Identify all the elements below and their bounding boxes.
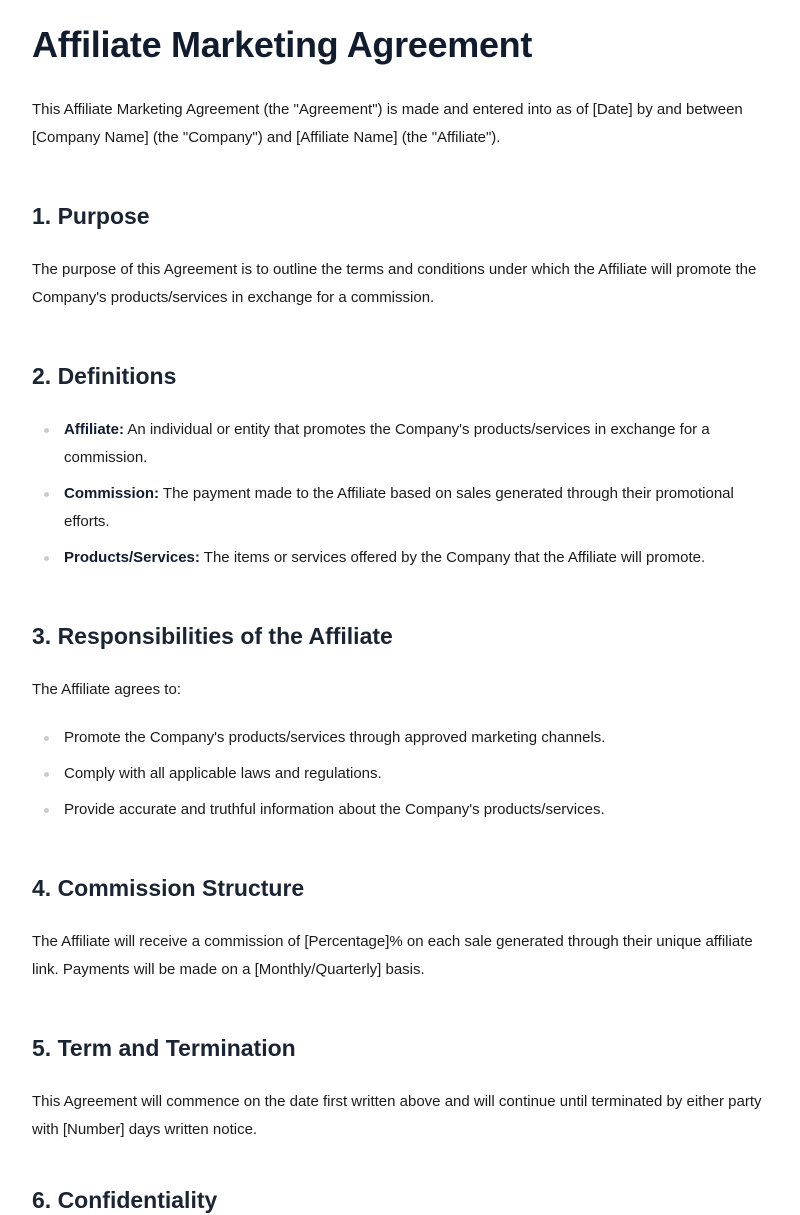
list-item bbox=[32, 724, 772, 752]
section-heading-commission: 4. Commission Structure bbox=[32, 875, 305, 901]
definition-term: Products/Services: bbox=[64, 549, 200, 566]
list-item bbox=[32, 796, 772, 824]
bullet-icon bbox=[44, 808, 49, 813]
definition-text: An individual or entity that promotes the Company's products/services in exchange for a commission. bbox=[64, 421, 710, 466]
bullet-icon bbox=[44, 772, 49, 777]
section-heading-purpose: 1. Purpose bbox=[32, 203, 150, 229]
bullet-icon bbox=[44, 492, 49, 497]
section-heading-confidentiality: 6. Confidentiality bbox=[32, 1187, 218, 1213]
bullet-icon bbox=[44, 556, 49, 561]
definition-item-products-services bbox=[32, 544, 772, 572]
section-heading-definitions: 2. Definitions bbox=[32, 363, 177, 389]
section-heading-term: 5. Term and Termination bbox=[32, 1035, 296, 1061]
definition-text: The items or services offered by the Company that the Affiliate will promote. bbox=[199, 549, 706, 566]
list-item-text: Promote the Company's products/services through approved marketing channels. bbox=[64, 729, 606, 746]
definition-text: The payment made to the Affiliate based on sales generated through their promotional efforts. bbox=[64, 485, 734, 530]
list-item-text: Provide accurate and truthful information about the Company's products/services. bbox=[64, 801, 605, 818]
definition-item-affiliate bbox=[32, 416, 772, 472]
responsibilities-list bbox=[32, 724, 772, 832]
section-heading-responsibilities: 3. Responsibilities of the Affiliate bbox=[32, 623, 393, 649]
definition-term: Commission: bbox=[64, 485, 160, 502]
bullet-icon bbox=[44, 428, 49, 433]
commission-paragraph: The Affiliate will receive a commission of [Percentage]% on each sale generated through their unique affiliate link. Payments will be made on a [Monthly/Quarterly] basis. bbox=[32, 933, 753, 978]
term-paragraph: This Agreement will commence on the date first written above and will continue until terminated by either party with [Number] days written notice. bbox=[32, 1093, 762, 1138]
definition-item-commission bbox=[32, 480, 772, 536]
list-item bbox=[32, 760, 772, 788]
intro-paragraph: This Affiliate Marketing Agreement (the "Agreement") is made and entered into as of [Date] by and between [Company Name] (the "Company") and [Affiliate Name] (the "Affiliate"). bbox=[32, 101, 743, 146]
definitions-list bbox=[32, 416, 772, 580]
responsibilities-intro: The Affiliate agrees to: bbox=[32, 681, 181, 698]
page-title: Affiliate Marketing Agreement bbox=[32, 24, 533, 65]
definition-term: Affiliate: bbox=[64, 421, 124, 438]
purpose-paragraph: The purpose of this Agreement is to outline the terms and conditions under which the Affiliate will promote the Company's products/services in exchange for a commission. bbox=[32, 261, 757, 306]
bullet-icon bbox=[44, 736, 49, 741]
list-item-text: Comply with all applicable laws and regulations. bbox=[64, 765, 382, 782]
